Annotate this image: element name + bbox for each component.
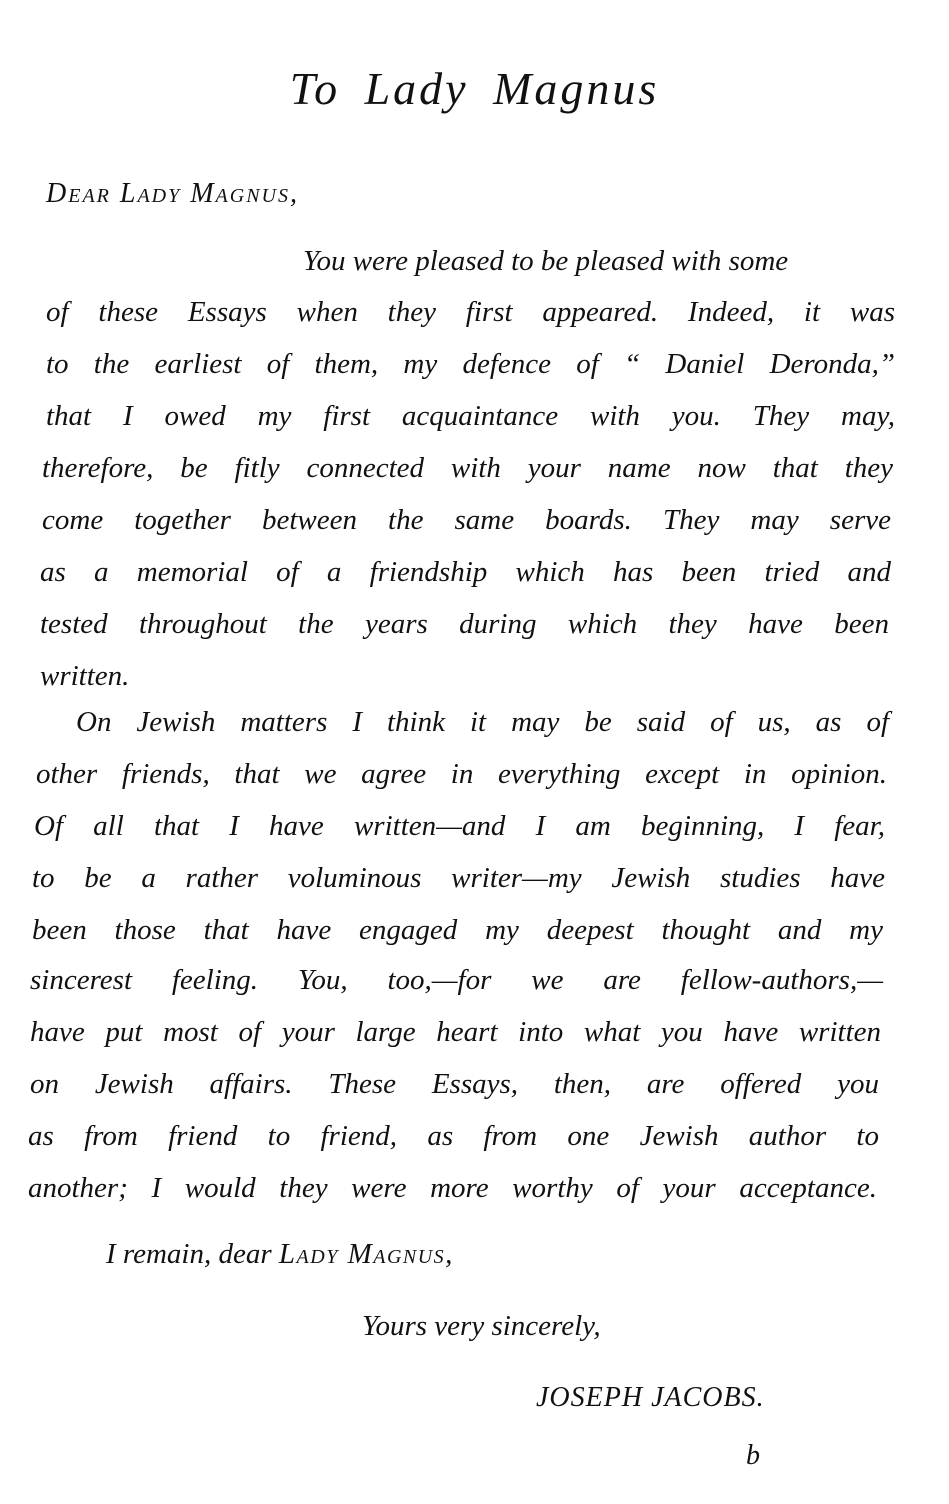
text-line: to be a rather voluminous writer—my Jewish studies have [32,862,885,894]
text-line: therefore, be fitly connected with your name now that they [42,452,893,484]
text-line: written. [40,660,130,692]
text-line: another; I would they were more worthy of your acceptance. [28,1172,877,1204]
text-line: of these Essays when they first appeared. Indeed, it was [46,296,895,328]
text-line: as from friend to friend, as from one Jewish author to [28,1120,879,1152]
closing-prefix: I remain, dear [106,1238,279,1270]
text-line: On Jewish matters I think it may be said of us, as of [76,706,889,738]
text-line: that I owed my first acquaintance with you. They may, [46,400,895,432]
text-line: been those that have engaged my deepest thought and my [32,914,883,946]
text-line: on Jewish affairs. These Essays, then, are offered you [30,1068,879,1100]
closing-suffix: , [445,1238,453,1270]
text-line: have put most of your large heart into what you have written [30,1016,881,1048]
text-line: as a memorial of a friendship which has been tried and [40,556,891,588]
valediction: Yours very sincerely, [362,1310,601,1342]
text-line: other friends, that we agree in everything except in opinion. [36,758,887,790]
text-line: sincerest feeling. You, too,—for we are fellow-authors,— [30,964,883,996]
signature: JOSEPH JACOBS. [536,1382,765,1413]
closing-addressee: Lady Magnus [278,1238,446,1270]
text-line: tested throughout the years during which they have been [40,608,889,640]
salutation: Dear Lady Magnus, [46,178,299,209]
page-title: To Lady Magnus [289,63,660,114]
closing-line [106,1238,452,1271]
text-line: to the earliest of them, my defence of “ Daniel Deronda,” [46,348,895,380]
text-line: Of all that I have written—and I am beginning, I fear, [34,810,885,842]
text-line: come together between the same boards. They may serve [42,504,891,536]
signature-mark: b [746,1440,760,1471]
text-line: You were pleased to be pleased with some [303,245,789,277]
